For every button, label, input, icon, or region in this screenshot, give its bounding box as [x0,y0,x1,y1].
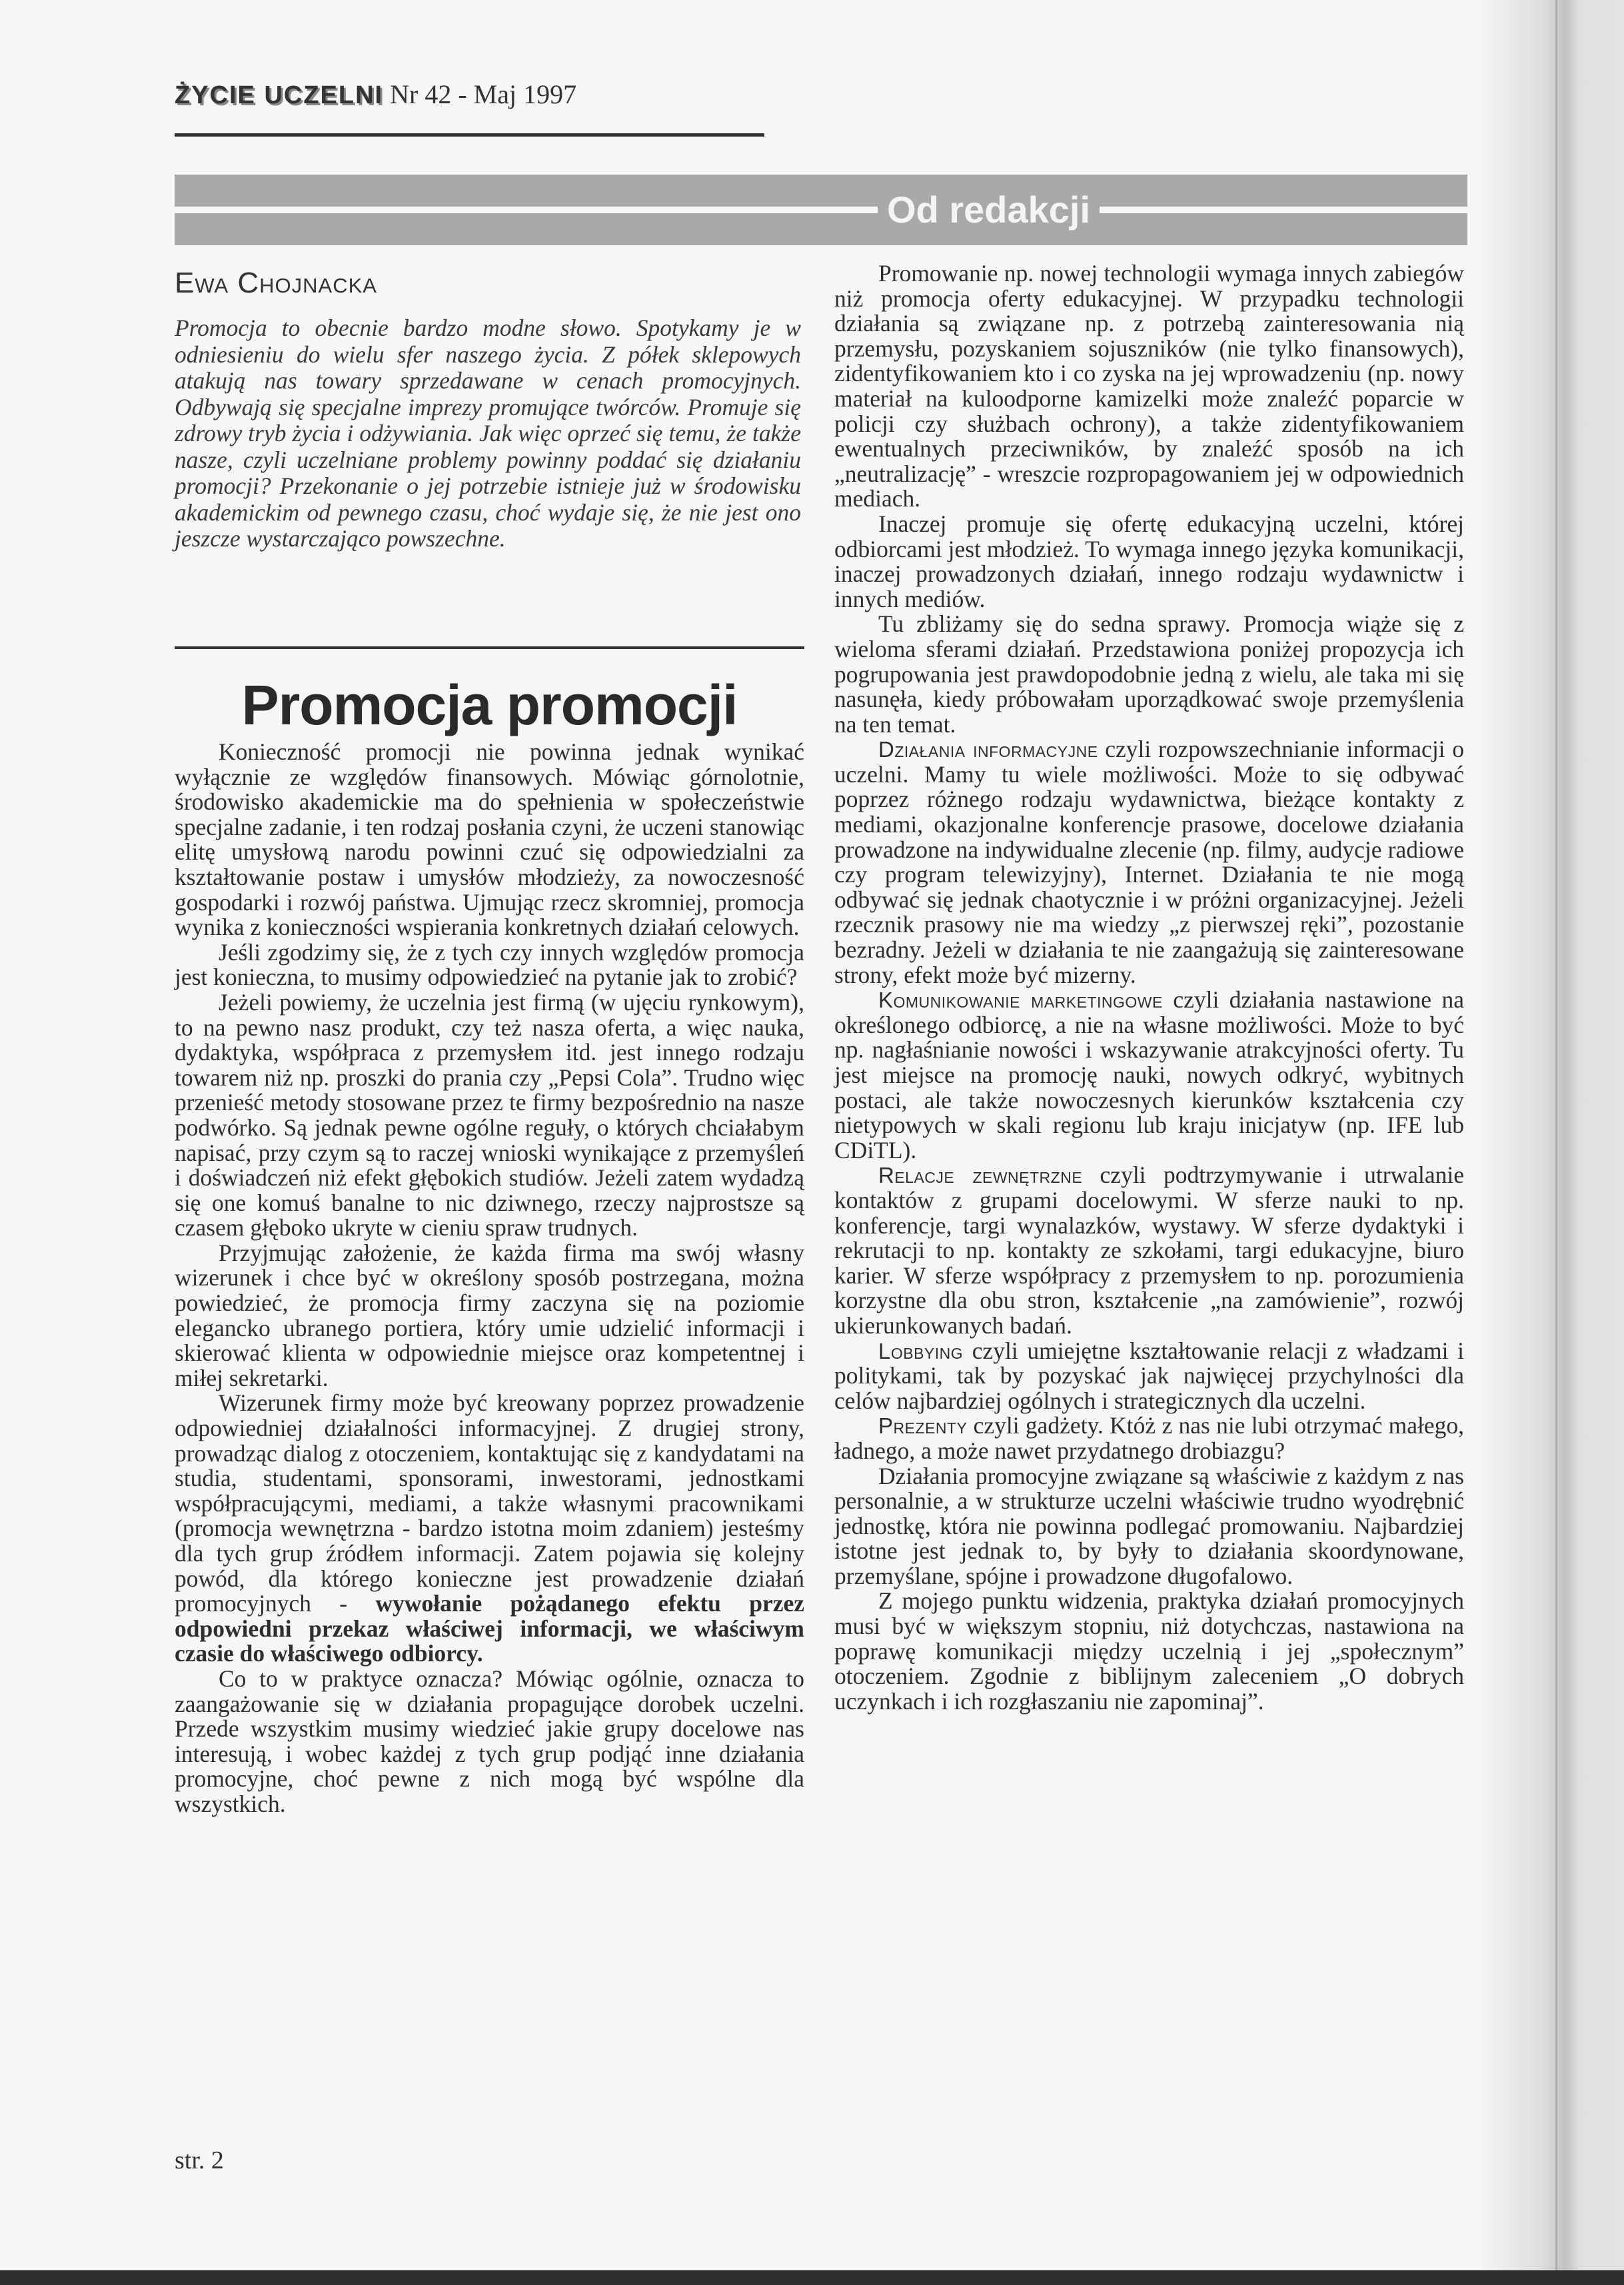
magazine-name: ŻYCIE UCZELNI [175,81,384,109]
paragraph: Promowanie np. nowej technologii wymaga innych zabiegów niż promocja oferty edukacyjnej. W przypadku technologii działania są związane np. z potrzebą zainteresowania nią przemysłu, pozyskaniem sojuszników (nie tylko finansowych), zidentyfikowaniem kto i co zyska na jej wprowadzeniu (np. nowy materiał na kuloodporne kamizelki może znaleźć poparcie w policji czy służbach ochrony), a także zidentyfikowaniem ewentualnych przeciwników, by znaleźć sposób na ich „neutralizację” - wreszcie rozpropagowaniem jej w odpowiednich mediach. [834,260,1464,512]
paragraph: Co to w praktyce oznacza? Mówiąc ogólnie, oznacza to zaangażowanie się w działania propagujące dorobek uczelni. Przede wszystkim musimy wiedzieć jakie grupy docelowe nas interesują, i wobec każdej z tych grup podjąć inne działania promocyjne, choć pewne z nich mogą być wspólne dla wszystkich. [175,1665,804,1817]
running-header [175,79,576,110]
scan-bottom-edge [0,2270,1624,2285]
category-text: czyli działania nastawione na określonego odbiorcę, a nie na własne możliwości. Może to być np. nagłaśnianie nowości i wskazywanie atrakcyjności oferty. Tu jest miejsce na promocję nauki, nowych odkryć, wybitnych postaci, ale także nowoczesnych kierunków kształcenia czy nietypowych w skali regionu lub kraju inicjatyw (np. IFE lub CDiTL). [834,986,1464,1163]
category-lobbying [834,1339,1464,1414]
right-column [834,261,1464,1714]
section-label: Od redakcji [878,187,1100,233]
category-term: Lobbying [878,1338,964,1363]
lead-rule [175,646,804,649]
page-number: str. 2 [175,2146,224,2174]
lead-paragraph: Promocja to obecnie bardzo modne słowo. Spotykamy je w odniesieniu do wielu sfer naszego życia. Z półek sklepowych atakują nas towary sprzedawane w cenach promocyjnych. Odbywają się specjalne imprezy promujące twórców. Promuje się zdrowy tryb życia i odżywiania. Jak więc oprzeć się temu, że także nasze, czyli uczelniane problemy powinny poddać się działaniu promocji? Przekonanie o jej potrzebie istnieje już w środowisku akademickim od pewnego czasu, choć wydaje się, że nie jest ono jeszcze wystarczająco powszechne. [175,315,801,552]
paragraph: Z mojego punktu widzenia, praktyka działań promocyjnych musi być w większym stopniu, niż dotychczas, nastawiona na poprawę komunikacji między uczelnią i jej „społecznym” otoczeniem. Zgodnie z biblijnym zaleceniem „O dobrych uczynkach i ich rozgłaszaniu nie zapominaj”. [834,1587,1464,1715]
header-rule [175,133,764,137]
paragraph: Inaczej promuje się ofertę edukacyjną uczelni, której odbiorcami jest młodzież. To wymaga innego języka komunikacji, inaczej prowadzonych działań, innego rodzaju wydawnictw i innych mediów. [834,510,1464,612]
paragraph: Tu zbliżamy się do sedna sprawy. Promocja wiąże się z wieloma sferami działań. Przedstawiona poniżej propozycja ich pogrupowania jest prawdopodobnie jedną z wielu, ale taka mi się nasunęła, kiedy próbowałam uporządkować swoje przemyślenia na ten temat. [834,610,1464,738]
binding-shadow [1477,0,1624,2285]
paragraph-wizerunek [175,1391,804,1667]
issue-info: Nr 42 - Maj 1997 [390,79,577,109]
paragraph-text: Wizerunek firmy może być kreowany poprzez prowadzenie odpowiedniej działalności informacyjnej. Z drugiej strony, prowadząc dialog z otoczeniem, kontaktując się z kandydatami na studia, studentami, sponsorami, inwestorami, jednostkami współpracującymi, mediami, a także własnymi pracownikami (promocja wewnętrzna - bardzo istotna moim zdaniem) jesteśmy dla tych grup źródłem informacji. Zatem pojawia się kolejny powód, dla którego konieczne jest prowadzenie działań promocyjnych - [175,1389,804,1617]
paragraph: Jeśli zgodzimy się, że z tych czy innych względów promocja jest konieczna, to musimy odpowiedzieć na pytanie jak to zrobić? [175,938,804,991]
category-relacje [834,1163,1464,1338]
paragraph: Przyjmując założenie, że każda firma ma swój własny wizerunek i chce być w określony sposób postrzegana, można powiedzieć, że promocja firmy zaczyna się na poziomie elegancko ubranego portiera, który umie udzielić informacji i skierować klienta w odpowiednie miejsce oraz kompetentnej i miłej sekretarki. [175,1239,804,1391]
category-term: Relacje zewnętrzne [878,1163,1083,1188]
article-title: Promocja promocji [241,674,738,736]
category-term: Komunikowanie marketingowe [878,988,1163,1013]
binding-line [1555,0,1557,2285]
category-text: czyli umiejętne kształtowanie relacji z władzami i politykami, tak by pozyskać jak najwięcej przychylności dla celów najbardziej ogólnych i strategicznych dla uczelni. [834,1337,1464,1414]
category-text: czyli gadżety. Któż z nas nie lubi otrzymać małego, ładnego, a może nawet przydatnego drobiazgu? [834,1412,1464,1464]
band-bar-bottom [175,213,1467,245]
paragraph: Działania promocyjne związane są właściwie z każdym z nas personalnie, a w strukturze uczelni właściwie trudno wyodrębnić jednostkę, która nie powinna podlegać promowaniu. Najbardziej istotne jest jednak to, by były to działania skoordynowane, przemyślane, spójne i prowadzone długofalowo. [834,1462,1464,1589]
section-band [175,175,1467,245]
category-term: Prezenty [878,1413,968,1439]
category-term: Działania informacyjne [878,737,1098,762]
paragraph: Konieczność promocji nie powinna jednak wynikać wyłącznie ze względów finansowych. Mówiąc górnolotnie, środowisko akademickie ma do spełnienia w społeczeństwie specjalne zadanie, i ten rodzaj posłania czyni, że uczeni stanowiąc elitę umysłową narodu powinni czuć się odpowiedzialni za kształtowanie postaw i umysłów młodzieży, za nowoczesność gospodarki i rozwój państwa. Ujmując rzecz skromniej, promocja wynika z konieczności wspierania konkretnych działań celowych. [175,738,804,941]
paragraph: Jeżeli powiemy, że uczelnia jest firmą (w ujęciu rynkowym), to na pewno nasz produkt, czy też nasza oferta, a więc nauka, dydaktyka, współpraca z przemysłem itd. jest innego rodzaju towarem niż np. proszki do prania czy „Pepsi Cola”. Trudno więc przenieść metody stosowane przez te firmy bezpośrednio na nasze podwórko. Są jednak pewne ogólne reguły, o których chciałabym napisać, przy czym są to raczej wnioski wynikające z przemyśleń i doświadczeń niż efekt głębokich studiów. Jeżeli zatem wydadzą się one komuś banalne to nic dziwnego, rzeczy najprostsze są czasem głęboko ukryte w cieniu spraw trudnych. [175,988,804,1241]
author-name: Ewa Chojnacka [175,267,377,299]
category-marketingowe [834,988,1464,1163]
band-bar-top [175,175,1467,207]
category-text: czyli podtrzymywanie i utrwalanie kontaktów z grupami docelowymi. W sferze nauki to np. konferencje, targi wynalazków, wystawy. W sferze dydaktyki i rekrutacji to np. kontakty ze szkołami, targi edukacyjne, biuro karier. W sferze współpracy z przemysłem to np. porozumienia korzystne dla obu stron, kształcenie „na zamówienie”, rozwój ukierunkowanych badań. [834,1161,1464,1339]
left-column [175,740,804,1817]
category-prezenty [834,1413,1464,1463]
emphasis-text: wywołanie pożądanego efektu przez odpowiedni przekaz właściwej informacji, we właściwym czasie do właściwego odbiorcy. [175,1590,804,1667]
category-text: czyli rozpowszechnianie informacji o uczelni. Mamy tu wiele możliwości. Może to się odbywać poprzez różnego rodzaju wydawnictwa, bieżące kontakty z mediami, okazjonalne konferencje prasowe, docelowe działania prowadzone na indywidualne zlecenie (np. filmy, audycje radiowe czy program telewizyjny), Internet. Działania te nie mogą odbywać się jednak chaotycznie i w próżni organizacyjnej. Jeżeli rzecznik prasowy nie ma wiedzy „z pierwszej ręki”, pozostanie bezradny. Jeżeli w działania te nie zaangażują się zainteresowane strony, efekt może być mizerny. [834,736,1464,988]
category-informacyjne [834,737,1464,988]
